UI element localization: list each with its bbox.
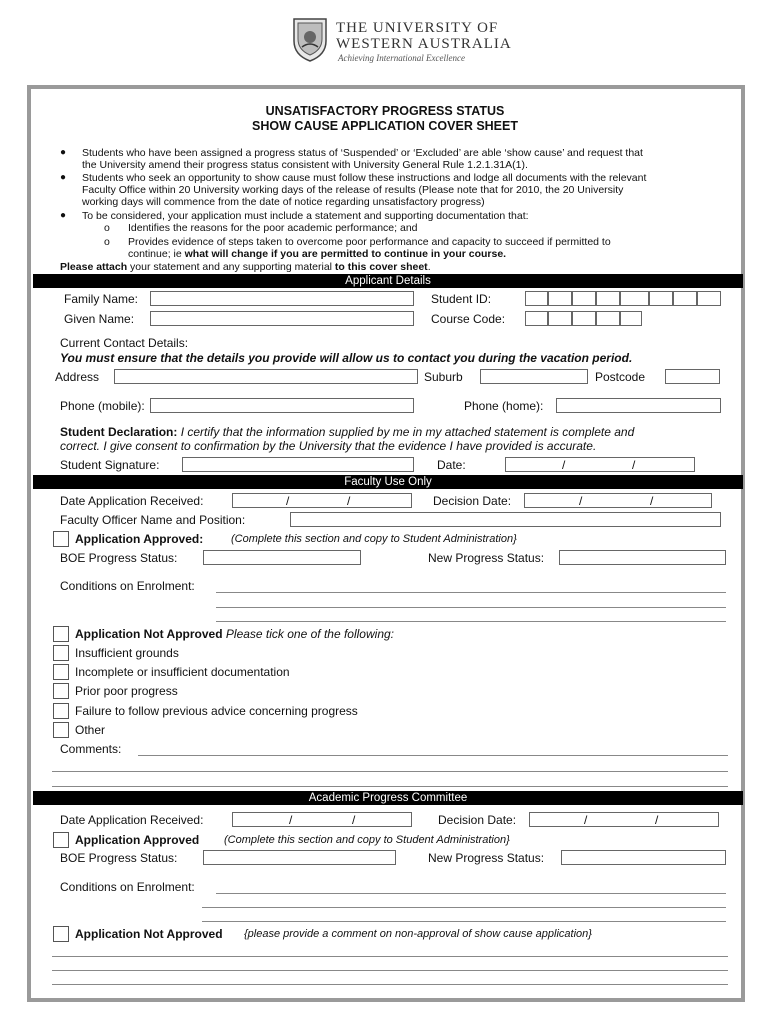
- student-id-divider: [619, 291, 621, 306]
- faculty-conditions-line[interactable]: [216, 621, 726, 622]
- given-name-field[interactable]: [150, 311, 414, 326]
- date-separator: /: [579, 494, 583, 508]
- attach-note: Please attach your statement and any supporting material to this cover sheet.: [60, 261, 431, 273]
- applicant-details-bar: Applicant Details: [33, 274, 743, 288]
- committee-conditions-label: Conditions on Enrolment:: [60, 880, 195, 894]
- course-code-divider: [571, 311, 573, 326]
- student-declaration-line2: correct. I give consent to confirmation by the University that the evidence I have provided is accurate.: [60, 439, 597, 453]
- date-separator: /: [584, 813, 588, 827]
- date-separator: /: [562, 458, 566, 472]
- committee-decision-date-field[interactable]: [529, 812, 719, 827]
- faculty-approved-label: Application Approved:: [75, 532, 204, 546]
- student-id-divider: [672, 291, 674, 306]
- prior-poor-progress-checkbox[interactable]: [53, 683, 69, 699]
- suburb-label: Suburb: [424, 370, 463, 384]
- postcode-field[interactable]: [665, 369, 720, 384]
- faculty-conditions-label: Conditions on Enrolment:: [60, 579, 195, 593]
- prior-poor-progress-label: Prior poor progress: [75, 684, 178, 698]
- committee-boe-status-label: BOE Progress Status:: [60, 851, 178, 865]
- faculty-decision-date-label: Decision Date:: [433, 494, 512, 508]
- committee-not-approved-note: {please provide a comment on non-approval of show cause application}: [244, 928, 592, 940]
- instruction-1b: the University amend their progress status consistent with University General Rule 1.2.1.31A(1).: [82, 159, 528, 171]
- date-label: Date:: [437, 458, 466, 472]
- faculty-comments-line[interactable]: [52, 771, 728, 772]
- faculty-new-status-field[interactable]: [559, 550, 726, 565]
- faculty-boe-status-field[interactable]: [203, 550, 361, 565]
- date-separator: /: [289, 813, 293, 827]
- instruction-sub1: Identifies the reasons for the poor academic performance; and: [128, 222, 418, 234]
- given-name-label: Given Name:: [64, 312, 135, 326]
- university-name-line1: THE UNIVERSITY OF: [336, 20, 499, 36]
- failure-to-follow-advice-checkbox[interactable]: [53, 703, 69, 719]
- date-separator: /: [655, 813, 659, 827]
- committee-new-status-field[interactable]: [561, 850, 726, 865]
- committee-comments-line[interactable]: [52, 956, 728, 957]
- instruction-sub2a: Provides evidence of steps taken to overcome poor performance and capacity to succeed if permitted to: [128, 236, 611, 248]
- sub-bullet-icon: o: [104, 222, 110, 234]
- phone-mobile-label: Phone (mobile):: [60, 399, 145, 413]
- incomplete-documentation-label: Incomplete or insufficient documentation: [75, 665, 290, 679]
- instruction-sub2b: continue; ie what will change if you are permitted to continue in your course.: [128, 248, 507, 260]
- sub-bullet-icon: o: [104, 236, 110, 248]
- suburb-field[interactable]: [480, 369, 588, 384]
- faculty-officer-field[interactable]: [290, 512, 721, 527]
- faculty-not-approved-checkbox[interactable]: [53, 626, 69, 642]
- phone-mobile-field[interactable]: [150, 398, 414, 413]
- instruction-1a: Students who have been assigned a progress status of ‘Suspended’ or ‘Excluded’ are able ‘show cause’ and request that: [82, 147, 643, 159]
- student-signature-field[interactable]: [182, 457, 414, 472]
- insufficient-grounds-checkbox[interactable]: [53, 645, 69, 661]
- faculty-decision-date-field[interactable]: [524, 493, 712, 508]
- faculty-date-received-field[interactable]: [232, 493, 412, 508]
- student-id-field[interactable]: [525, 291, 721, 306]
- student-id-label: Student ID:: [431, 292, 492, 306]
- faculty-officer-label: Faculty Officer Name and Position:: [60, 513, 246, 527]
- faculty-conditions-line[interactable]: [216, 592, 726, 593]
- committee-approved-label: Application Approved: [75, 833, 200, 847]
- other-reason-label: Other: [75, 723, 106, 737]
- committee-conditions-line[interactable]: [202, 921, 726, 922]
- contact-details-note: You must ensure that the details you provide will allow us to contact you during the vacation period.: [60, 351, 633, 365]
- student-id-divider: [648, 291, 650, 306]
- university-tagline: Achieving International Excellence: [338, 53, 465, 63]
- date-separator: /: [632, 458, 636, 472]
- committee-approved-checkbox[interactable]: [53, 832, 69, 848]
- faculty-not-approved-label: Application Not Approved Please tick one of the following:: [75, 627, 394, 641]
- other-reason-checkbox[interactable]: [53, 722, 69, 738]
- faculty-comments-line[interactable]: [138, 755, 728, 756]
- faculty-approved-note: (Complete this section and copy to Student Administration}: [231, 533, 517, 545]
- date-separator: /: [347, 494, 351, 508]
- contact-details-heading: Current Contact Details:: [60, 336, 189, 350]
- course-code-divider: [595, 311, 597, 326]
- committee-not-approved-label: Application Not Approved: [75, 927, 223, 941]
- faculty-conditions-line[interactable]: [216, 607, 726, 608]
- date-field[interactable]: [505, 457, 695, 472]
- insufficient-grounds-label: Insufficient grounds: [75, 646, 179, 660]
- faculty-new-status-label: New Progress Status:: [428, 551, 545, 565]
- academic-progress-committee-bar: Academic Progress Committee: [33, 791, 743, 805]
- instruction-3: To be considered, your application must include a statement and supporting documentation that:: [82, 210, 529, 222]
- committee-conditions-line[interactable]: [216, 893, 726, 894]
- faculty-comments-line[interactable]: [52, 786, 728, 787]
- phone-home-label: Phone (home):: [464, 399, 544, 413]
- committee-date-received-field[interactable]: [232, 812, 412, 827]
- address-field[interactable]: [114, 369, 418, 384]
- course-code-field[interactable]: [525, 311, 642, 326]
- family-name-field[interactable]: [150, 291, 414, 306]
- form-title-line1: UNSATISFACTORY PROGRESS STATUS: [265, 104, 505, 118]
- student-id-divider: [571, 291, 573, 306]
- form-title-line2: SHOW CAUSE APPLICATION COVER SHEET: [252, 119, 518, 133]
- faculty-comments-label: Comments:: [60, 742, 122, 756]
- failure-to-follow-advice-label: Failure to follow previous advice concerning progress: [75, 704, 358, 718]
- committee-boe-status-field[interactable]: [203, 850, 396, 865]
- committee-conditions-line[interactable]: [202, 907, 726, 908]
- faculty-boe-status-label: BOE Progress Status:: [60, 551, 178, 565]
- bullet-icon: ●: [60, 172, 67, 183]
- committee-new-status-label: New Progress Status:: [428, 851, 545, 865]
- instruction-2a: Students who seek an opportunity to show cause must follow these instructions and lodge all documents with the relevant: [82, 172, 647, 184]
- address-label: Address: [55, 370, 100, 384]
- date-separator: /: [352, 813, 356, 827]
- university-crest-icon: [292, 17, 328, 63]
- family-name-label: Family Name:: [64, 292, 139, 306]
- bullet-icon: ●: [60, 147, 67, 158]
- instruction-2b: Faculty Office within 20 University working days of the release of results (Please note that for 2010, the 20 University: [82, 184, 624, 196]
- faculty-approved-checkbox[interactable]: [53, 531, 69, 547]
- committee-comments-line[interactable]: [52, 970, 728, 971]
- student-id-divider: [696, 291, 698, 306]
- committee-approved-note: (Complete this section and copy to Student Administration}: [224, 834, 510, 846]
- university-name-line2: WESTERN AUSTRALIA: [336, 36, 512, 52]
- student-id-divider: [547, 291, 549, 306]
- committee-comments-line[interactable]: [52, 984, 728, 985]
- phone-home-field[interactable]: [556, 398, 721, 413]
- instruction-2c: working days will commence from the date of notice regarding unsatisfactory progress): [82, 196, 485, 208]
- student-declaration-line1: Student Declaration: I certify that the information supplied by me in my attached statement is complete and: [60, 425, 635, 439]
- committee-decision-date-label: Decision Date:: [438, 813, 517, 827]
- bullet-icon: ●: [60, 210, 67, 221]
- postcode-label: Postcode: [595, 370, 646, 384]
- date-separator: /: [286, 494, 290, 508]
- course-code-divider: [619, 311, 621, 326]
- student-signature-label: Student Signature:: [60, 458, 160, 472]
- committee-date-received-label: Date Application Received:: [60, 813, 204, 827]
- committee-not-approved-checkbox[interactable]: [53, 926, 69, 942]
- student-id-divider: [595, 291, 597, 306]
- faculty-use-bar: Faculty Use Only: [33, 475, 743, 489]
- date-separator: /: [650, 494, 654, 508]
- course-code-divider: [547, 311, 549, 326]
- faculty-date-received-label: Date Application Received:: [60, 494, 204, 508]
- course-code-label: Course Code:: [431, 312, 506, 326]
- incomplete-documentation-checkbox[interactable]: [53, 664, 69, 680]
